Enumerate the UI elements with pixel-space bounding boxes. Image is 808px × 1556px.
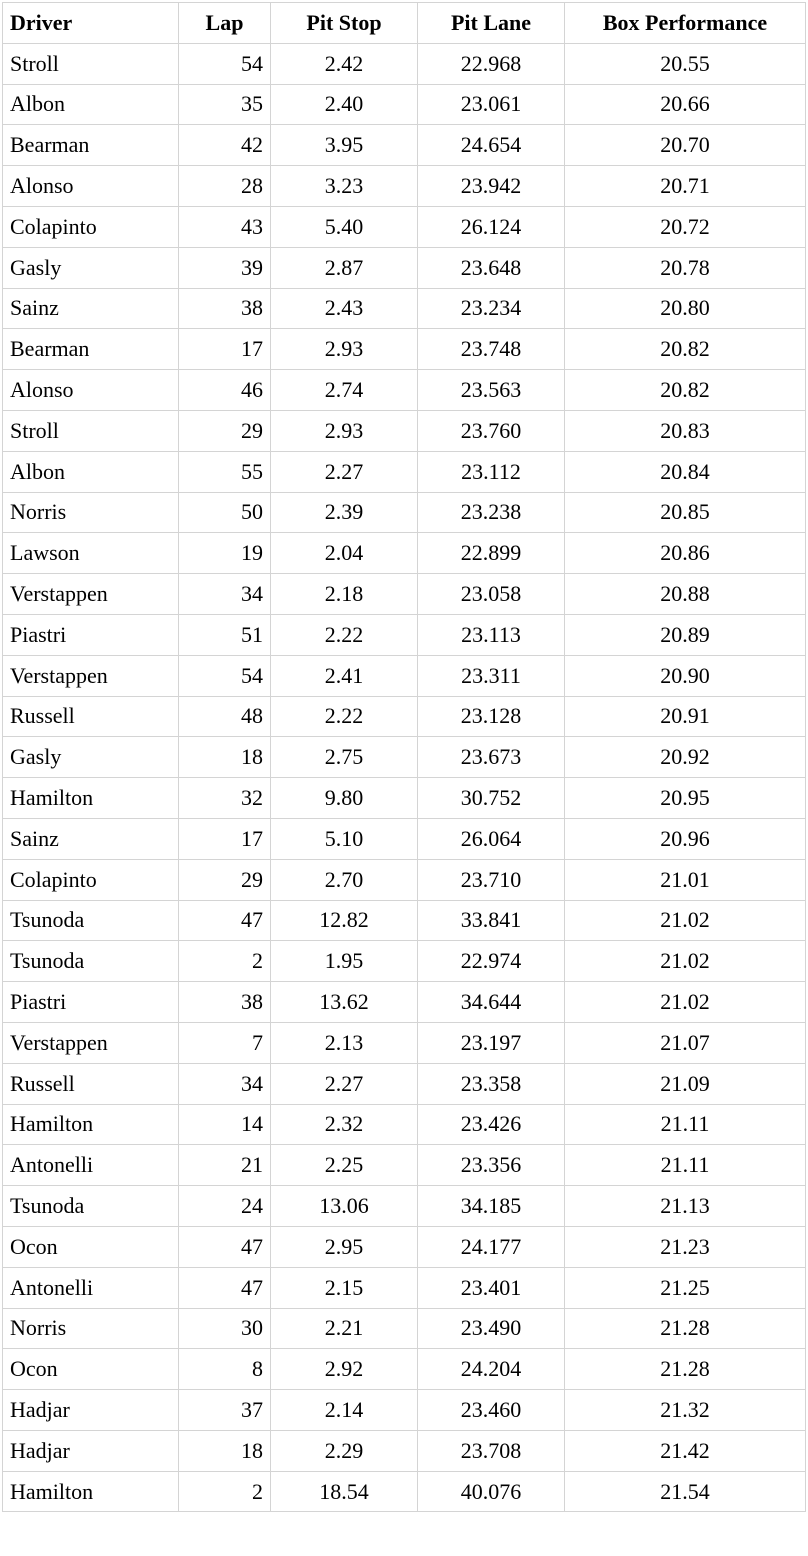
pit-stop-cell: 1.95: [271, 941, 418, 982]
driver-cell: Hadjar: [3, 1430, 179, 1471]
table-row: [3, 1267, 806, 1308]
pit-stop-cell: 2.32: [271, 1104, 418, 1145]
driver-cell: Antonelli: [3, 1145, 179, 1186]
pit-lane-cell: 26.124: [418, 206, 565, 247]
table-row: [3, 206, 806, 247]
table-row: [3, 1063, 806, 1104]
box-performance-cell: 21.13: [565, 1186, 806, 1227]
pit-stop-cell: 13.62: [271, 982, 418, 1023]
lap-cell: 29: [179, 410, 271, 451]
driver-cell: Piastri: [3, 982, 179, 1023]
table-row: [3, 329, 806, 370]
driver-cell: Bearman: [3, 329, 179, 370]
driver-cell: Lawson: [3, 533, 179, 574]
box-performance-cell: 20.70: [565, 125, 806, 166]
box-performance-cell: 21.11: [565, 1145, 806, 1186]
table-row: [3, 43, 806, 84]
table-row: [3, 1308, 806, 1349]
lap-cell: 47: [179, 1226, 271, 1267]
box-performance-cell: 20.83: [565, 410, 806, 451]
pit-lane-cell: 23.673: [418, 737, 565, 778]
driver-cell: Hadjar: [3, 1390, 179, 1431]
column-header-pit-lane: Pit Lane: [418, 3, 565, 44]
pit-stop-cell: 2.04: [271, 533, 418, 574]
driver-cell: Tsunoda: [3, 900, 179, 941]
table-row: [3, 247, 806, 288]
table-row: [3, 941, 806, 982]
pit-stop-cell: 2.27: [271, 1063, 418, 1104]
pit-lane-cell: 22.899: [418, 533, 565, 574]
pit-stop-cell: 2.75: [271, 737, 418, 778]
pit-stop-cell: 12.82: [271, 900, 418, 941]
pit-stop-cell: 2.14: [271, 1390, 418, 1431]
pit-stop-cell: 2.95: [271, 1226, 418, 1267]
pit-stop-cell: 2.74: [271, 370, 418, 411]
pit-stop-cell: 2.29: [271, 1430, 418, 1471]
table-row: [3, 492, 806, 533]
lap-cell: 38: [179, 982, 271, 1023]
driver-cell: Bearman: [3, 125, 179, 166]
table-row: [3, 1430, 806, 1471]
pit-lane-cell: 23.648: [418, 247, 565, 288]
driver-cell: Tsunoda: [3, 941, 179, 982]
table-row: [3, 655, 806, 696]
driver-cell: Hamilton: [3, 1104, 179, 1145]
lap-cell: 54: [179, 43, 271, 84]
box-performance-cell: 20.72: [565, 206, 806, 247]
pit-stop-cell: 2.93: [271, 410, 418, 451]
lap-cell: 46: [179, 370, 271, 411]
header-row: [3, 3, 806, 44]
table-row: [3, 1145, 806, 1186]
lap-cell: 8: [179, 1349, 271, 1390]
pit-stop-cell: 2.40: [271, 84, 418, 125]
pit-stop-cell: 2.15: [271, 1267, 418, 1308]
pit-stop-cell: 3.95: [271, 125, 418, 166]
lap-cell: 19: [179, 533, 271, 574]
box-performance-cell: 20.95: [565, 778, 806, 819]
pit-stop-cell: 2.22: [271, 614, 418, 655]
box-performance-cell: 21.54: [565, 1471, 806, 1512]
table-row: [3, 614, 806, 655]
lap-cell: 18: [179, 1430, 271, 1471]
lap-cell: 42: [179, 125, 271, 166]
lap-cell: 32: [179, 778, 271, 819]
box-performance-cell: 21.23: [565, 1226, 806, 1267]
table-row: [3, 1226, 806, 1267]
pit-stop-cell: 2.87: [271, 247, 418, 288]
box-performance-cell: 20.85: [565, 492, 806, 533]
driver-cell: Albon: [3, 451, 179, 492]
pit-stop-cell: 3.23: [271, 166, 418, 207]
lap-cell: 18: [179, 737, 271, 778]
driver-cell: Verstappen: [3, 655, 179, 696]
table-row: [3, 410, 806, 451]
lap-cell: 17: [179, 818, 271, 859]
pit-lane-cell: 26.064: [418, 818, 565, 859]
lap-cell: 55: [179, 451, 271, 492]
box-performance-cell: 20.88: [565, 574, 806, 615]
table-row: [3, 696, 806, 737]
table-row: [3, 1104, 806, 1145]
box-performance-cell: 20.90: [565, 655, 806, 696]
pit-stop-cell: 2.25: [271, 1145, 418, 1186]
pit-lane-cell: 23.238: [418, 492, 565, 533]
box-performance-cell: 20.96: [565, 818, 806, 859]
pit-stop-cell: 2.42: [271, 43, 418, 84]
driver-cell: Russell: [3, 696, 179, 737]
box-performance-cell: 21.01: [565, 859, 806, 900]
lap-cell: 24: [179, 1186, 271, 1227]
pit-lane-cell: 23.061: [418, 84, 565, 125]
pit-lane-cell: 24.177: [418, 1226, 565, 1267]
pit-stop-cell: 2.22: [271, 696, 418, 737]
pit-lane-cell: 30.752: [418, 778, 565, 819]
driver-cell: Stroll: [3, 43, 179, 84]
lap-cell: 2: [179, 1471, 271, 1512]
pit-lane-cell: 23.112: [418, 451, 565, 492]
pit-lane-cell: 23.760: [418, 410, 565, 451]
driver-cell: Albon: [3, 84, 179, 125]
driver-cell: Norris: [3, 492, 179, 533]
pit-lane-cell: 23.708: [418, 1430, 565, 1471]
pit-stop-cell: 2.21: [271, 1308, 418, 1349]
lap-cell: 50: [179, 492, 271, 533]
pit-stop-cell: 2.93: [271, 329, 418, 370]
box-performance-cell: 21.28: [565, 1308, 806, 1349]
pit-stop-cell: 2.27: [271, 451, 418, 492]
pit-lane-cell: 23.128: [418, 696, 565, 737]
driver-cell: Tsunoda: [3, 1186, 179, 1227]
table-row: [3, 900, 806, 941]
pit-stop-cell: 2.18: [271, 574, 418, 615]
table-row: [3, 1471, 806, 1512]
pit-stop-cell: 9.80: [271, 778, 418, 819]
box-performance-cell: 20.84: [565, 451, 806, 492]
box-performance-cell: 20.86: [565, 533, 806, 574]
driver-cell: Sainz: [3, 288, 179, 329]
driver-cell: Verstappen: [3, 574, 179, 615]
driver-cell: Gasly: [3, 247, 179, 288]
box-performance-cell: 21.25: [565, 1267, 806, 1308]
driver-cell: Antonelli: [3, 1267, 179, 1308]
pit-lane-cell: 23.234: [418, 288, 565, 329]
pit-lane-cell: 23.058: [418, 574, 565, 615]
table-row: [3, 818, 806, 859]
pit-stop-cell: 13.06: [271, 1186, 418, 1227]
box-performance-cell: 20.82: [565, 329, 806, 370]
pit-lane-cell: 23.311: [418, 655, 565, 696]
table-row: [3, 574, 806, 615]
table-row: [3, 982, 806, 1023]
table-row: [3, 737, 806, 778]
lap-cell: 51: [179, 614, 271, 655]
lap-cell: 43: [179, 206, 271, 247]
box-performance-cell: 21.09: [565, 1063, 806, 1104]
pit-lane-cell: 23.356: [418, 1145, 565, 1186]
lap-cell: 34: [179, 574, 271, 615]
box-performance-cell: 21.02: [565, 900, 806, 941]
driver-cell: Ocon: [3, 1349, 179, 1390]
pit-stop-cell: 2.41: [271, 655, 418, 696]
box-performance-cell: 21.02: [565, 982, 806, 1023]
driver-cell: Piastri: [3, 614, 179, 655]
pit-lane-cell: 23.113: [418, 614, 565, 655]
table-row: [3, 1022, 806, 1063]
pit-lane-cell: 23.563: [418, 370, 565, 411]
table-body: [3, 43, 806, 1512]
table-row: [3, 125, 806, 166]
pit-lane-cell: 24.204: [418, 1349, 565, 1390]
table-row: [3, 859, 806, 900]
driver-cell: Alonso: [3, 166, 179, 207]
table-row: [3, 1390, 806, 1431]
lap-cell: 29: [179, 859, 271, 900]
lap-cell: 34: [179, 1063, 271, 1104]
column-header-lap: Lap: [179, 3, 271, 44]
lap-cell: 38: [179, 288, 271, 329]
lap-cell: 7: [179, 1022, 271, 1063]
driver-cell: Stroll: [3, 410, 179, 451]
driver-cell: Sainz: [3, 818, 179, 859]
table-row: [3, 84, 806, 125]
column-header-box-performance: Box Performance: [565, 3, 806, 44]
table-row: [3, 451, 806, 492]
table-row: [3, 533, 806, 574]
lap-cell: 39: [179, 247, 271, 288]
lap-cell: 37: [179, 1390, 271, 1431]
pit-stop-cell: 5.40: [271, 206, 418, 247]
pit-lane-cell: 23.426: [418, 1104, 565, 1145]
lap-cell: 21: [179, 1145, 271, 1186]
driver-cell: Russell: [3, 1063, 179, 1104]
pit-lane-cell: 34.644: [418, 982, 565, 1023]
box-performance-cell: 20.82: [565, 370, 806, 411]
driver-cell: Alonso: [3, 370, 179, 411]
pit-lane-cell: 23.490: [418, 1308, 565, 1349]
box-performance-cell: 21.02: [565, 941, 806, 982]
lap-cell: 28: [179, 166, 271, 207]
box-performance-cell: 20.89: [565, 614, 806, 655]
lap-cell: 17: [179, 329, 271, 370]
lap-cell: 48: [179, 696, 271, 737]
pit-lane-cell: 23.710: [418, 859, 565, 900]
table-row: [3, 1186, 806, 1227]
driver-cell: Hamilton: [3, 778, 179, 819]
pit-lane-cell: 40.076: [418, 1471, 565, 1512]
driver-cell: Gasly: [3, 737, 179, 778]
lap-cell: 35: [179, 84, 271, 125]
lap-cell: 47: [179, 1267, 271, 1308]
box-performance-cell: 21.42: [565, 1430, 806, 1471]
driver-cell: Hamilton: [3, 1471, 179, 1512]
box-performance-cell: 21.28: [565, 1349, 806, 1390]
pit-stop-cell: 18.54: [271, 1471, 418, 1512]
column-header-pit-stop: Pit Stop: [271, 3, 418, 44]
pit-stop-cell: 2.92: [271, 1349, 418, 1390]
pit-stop-cell: 2.70: [271, 859, 418, 900]
table-row: [3, 1349, 806, 1390]
table-row: [3, 288, 806, 329]
lap-cell: 14: [179, 1104, 271, 1145]
box-performance-cell: 20.91: [565, 696, 806, 737]
column-header-driver: Driver: [3, 3, 179, 44]
pit-stop-cell: 2.39: [271, 492, 418, 533]
driver-cell: Ocon: [3, 1226, 179, 1267]
table-header: [3, 3, 806, 44]
box-performance-cell: 21.07: [565, 1022, 806, 1063]
box-performance-cell: 21.32: [565, 1390, 806, 1431]
pit-lane-cell: 23.197: [418, 1022, 565, 1063]
driver-cell: Colapinto: [3, 206, 179, 247]
pit-lane-cell: 23.748: [418, 329, 565, 370]
box-performance-cell: 20.71: [565, 166, 806, 207]
pit-lane-cell: 23.401: [418, 1267, 565, 1308]
box-performance-cell: 20.92: [565, 737, 806, 778]
pit-stop-cell: 5.10: [271, 818, 418, 859]
pit-lane-cell: 22.974: [418, 941, 565, 982]
lap-cell: 54: [179, 655, 271, 696]
pit-lane-cell: 23.358: [418, 1063, 565, 1104]
pit-lane-cell: 22.968: [418, 43, 565, 84]
pit-stop-cell: 2.13: [271, 1022, 418, 1063]
box-performance-cell: 21.11: [565, 1104, 806, 1145]
driver-cell: Colapinto: [3, 859, 179, 900]
pit-stop-cell: 2.43: [271, 288, 418, 329]
pit-lane-cell: 23.942: [418, 166, 565, 207]
box-performance-cell: 20.55: [565, 43, 806, 84]
driver-cell: Verstappen: [3, 1022, 179, 1063]
table-row: [3, 166, 806, 207]
pit-lane-cell: 24.654: [418, 125, 565, 166]
lap-cell: 30: [179, 1308, 271, 1349]
pit-lane-cell: 23.460: [418, 1390, 565, 1431]
pit-lane-cell: 33.841: [418, 900, 565, 941]
driver-cell: Norris: [3, 1308, 179, 1349]
pit-lane-cell: 34.185: [418, 1186, 565, 1227]
box-performance-cell: 20.78: [565, 247, 806, 288]
lap-cell: 47: [179, 900, 271, 941]
box-performance-cell: 20.66: [565, 84, 806, 125]
lap-cell: 2: [179, 941, 271, 982]
box-performance-cell: 20.80: [565, 288, 806, 329]
table-row: [3, 370, 806, 411]
pit-stop-table: [2, 2, 806, 1512]
table-row: [3, 778, 806, 819]
